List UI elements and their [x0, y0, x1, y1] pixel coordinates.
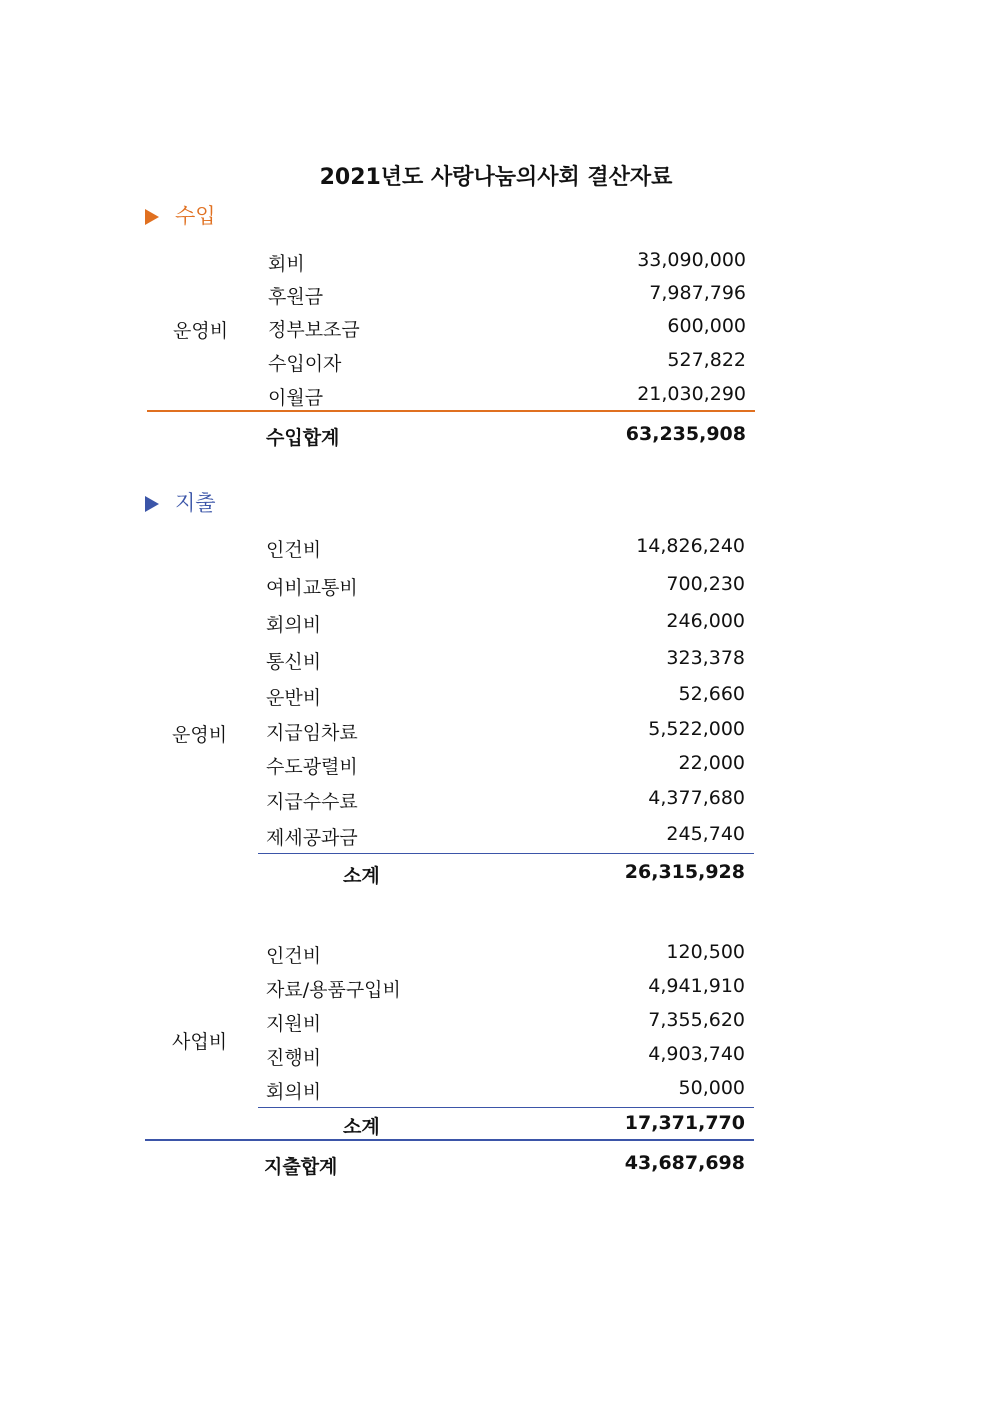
business-item-value: 50,000	[678, 1077, 745, 1099]
income-item-value: 21,030,290	[637, 383, 746, 405]
operating-item-label: 여비교통비	[266, 577, 358, 599]
income-item-label: 정부보조금	[268, 319, 360, 341]
operating-item-value: 700,230	[666, 573, 745, 595]
operating-item-value: 246,000	[666, 610, 745, 632]
business-item-label: 인건비	[266, 945, 322, 967]
operating-item-label: 지급임차료	[266, 722, 358, 744]
operating-item-label: 지급수수료	[266, 791, 358, 813]
expense-total-divider	[145, 1139, 754, 1141]
operating-item-label: 통신비	[266, 651, 322, 673]
income-item-value: 33,090,000	[637, 249, 746, 271]
business-subtotal-label: 소계	[343, 1116, 380, 1138]
business-item-label: 지원비	[266, 1013, 322, 1035]
business-item-label: 자료/용품구입비	[266, 979, 401, 1001]
income-item-value: 7,987,796	[649, 282, 746, 304]
income-item-value: 600,000	[667, 315, 746, 337]
income-total-label: 수입합계	[266, 427, 340, 449]
expense-heading-label: 지출	[175, 491, 216, 515]
operating-group-label: 운영비	[172, 724, 228, 746]
income-divider	[147, 410, 755, 412]
business-item-value: 4,941,910	[648, 975, 745, 997]
operating-subtotal-divider	[258, 853, 754, 854]
operating-item-value: 5,522,000	[648, 718, 745, 740]
income-item-label: 회비	[268, 253, 305, 275]
income-item-value: 527,822	[667, 349, 746, 371]
income-total-value: 63,235,908	[625, 423, 746, 445]
triangle-bullet-icon	[145, 209, 159, 225]
income-item-label: 수입이자	[268, 353, 342, 375]
income-item-label: 후원금	[268, 286, 324, 308]
expense-total-value: 43,687,698	[624, 1152, 745, 1174]
triangle-bullet-icon	[145, 496, 159, 512]
expense-total-label: 지출합계	[264, 1156, 338, 1178]
page-title: 2021년도 사랑나눔의사회 결산자료	[319, 165, 673, 190]
operating-item-label: 인건비	[266, 539, 322, 561]
income-group-label: 운영비	[173, 320, 229, 342]
business-subtotal-divider	[258, 1107, 754, 1108]
income-heading-label: 수입	[175, 204, 216, 228]
business-item-value: 7,355,620	[648, 1009, 745, 1031]
business-item-label: 회의비	[266, 1081, 322, 1103]
operating-item-label: 운반비	[266, 687, 322, 709]
operating-item-label: 제세공과금	[266, 827, 358, 849]
income-section-heading	[145, 200, 216, 230]
operating-item-value: 14,826,240	[636, 535, 745, 557]
operating-item-label: 회의비	[266, 614, 322, 636]
operating-item-value: 52,660	[678, 683, 745, 705]
expense-section-heading	[145, 487, 216, 517]
operating-subtotal-label: 소계	[343, 865, 380, 887]
income-item-label: 이월금	[268, 387, 324, 409]
operating-item-value: 245,740	[666, 823, 745, 845]
operating-item-value: 323,378	[666, 647, 745, 669]
business-subtotal-value: 17,371,770	[624, 1112, 745, 1134]
business-group-label: 사업비	[172, 1031, 228, 1053]
operating-item-value: 22,000	[678, 752, 745, 774]
business-item-value: 120,500	[666, 941, 745, 963]
operating-subtotal-value: 26,315,928	[624, 861, 745, 883]
business-item-label: 진행비	[266, 1047, 322, 1069]
operating-item-value: 4,377,680	[648, 787, 745, 809]
operating-item-label: 수도광렬비	[266, 756, 358, 778]
business-item-value: 4,903,740	[648, 1043, 745, 1065]
